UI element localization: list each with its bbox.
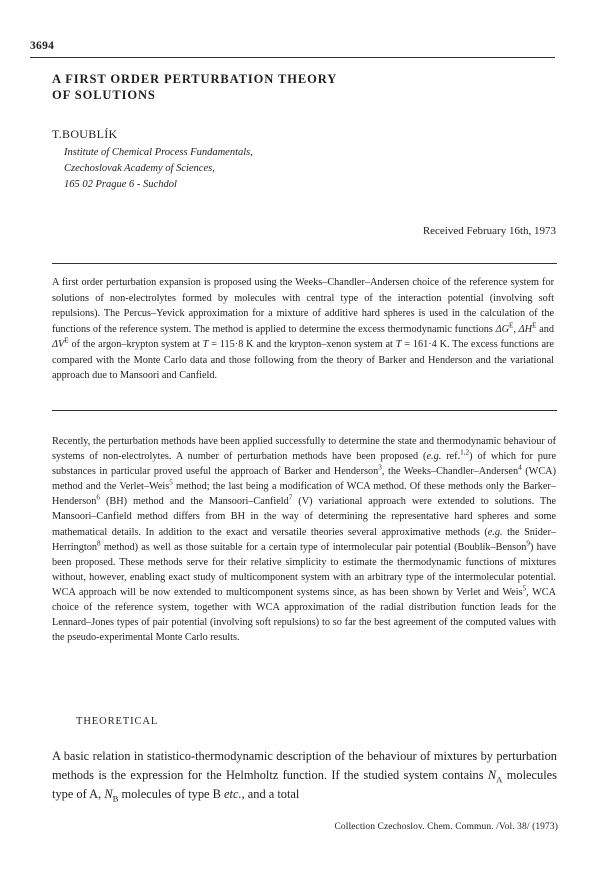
superscript-e: E (532, 321, 537, 330)
theoretical-paragraph (52, 747, 557, 804)
section-heading-theoretical: THEORETICAL (76, 716, 159, 727)
intro-text: ) of which for pure substances in particular proved useful the approach of Barker and Henderson (52, 451, 556, 478)
intro-text: ref. (441, 451, 461, 463)
title-line-2: OF SOLUTIONS (52, 88, 156, 102)
citation-ref: 1,2 (460, 448, 470, 457)
citation-ref: 5 (522, 584, 527, 593)
affiliation-line-1: Institute of Chemical Process Fundamentals, (64, 147, 253, 158)
theory-text: , and a total (241, 787, 300, 801)
abstract-top-rule (52, 263, 557, 264)
intro-text: (V) variational approach were extended to solutions. The Mansoori–Canfield method differs from BH in the way of determining the representative hard spheres and some mathematical details. In addition to the exact and versatile theories several approximative methods ( (52, 496, 556, 538)
abstract-text-1: A first order perturbation expansion is proposed using the Weeks–Chandler–Andersen choice of the reference system for solutions of non-electrolytes formed by molecules with central type of the interaction potential (involving soft repulsions). The Percus–Yevick approximation for a mixture of additive hard spheres is used in the calculation of the functions of the reference system. The method is applied to determine the excess thermodynamic functions (52, 277, 554, 335)
received-date: Received February 16th, 1973 (422, 225, 556, 237)
temperature-value-2: = 161·4 K. (401, 339, 450, 350)
abstract-bottom-rule (52, 410, 557, 411)
affiliation-line-3: 165 02 Prague 6 - Suchdol (64, 179, 177, 190)
theory-text: A basic relation in statistico-thermodynamic description of the behaviour of mixtures by perturbation methods is the expression for the Helmholtz function. If the studied system contains (52, 749, 557, 782)
citation-ref: 7 (288, 493, 293, 502)
superscript-e: E (508, 321, 514, 330)
superscript-e: E (64, 336, 69, 345)
temperature-value-1: = 115·8 K and the krypton–xenon system at (208, 339, 396, 350)
author-affiliation (64, 145, 253, 193)
temperature-symbol: T (202, 339, 209, 350)
citation-ref: 4 (518, 463, 522, 472)
subscript-b: B (112, 793, 119, 804)
abstract-separator: , (513, 323, 519, 335)
abstract-conjunction: and (536, 323, 554, 335)
title-line-1: A FIRST ORDER PERTURBATION THEORY (52, 72, 338, 86)
intro-text: ) have been proposed. These methods serve for their relative simplicity to estimate the thermodynamic functions of mixtures without, however, enabling exact study of multicomponent system with an arbitrary type of the intermolecular potential. WCA approach will be now extended to multicomponent systems since, as has been shown by Verlet and Weis (52, 541, 556, 598)
citation-ref: 5 (169, 478, 173, 487)
intro-text: (BH) method and the Mansoori–Canfield (99, 496, 289, 508)
theory-text: molecules type of A, (52, 768, 557, 801)
symbol-n: N (487, 768, 497, 782)
temperature-symbol: T (395, 339, 402, 350)
etc-abbrev: etc. (224, 787, 242, 801)
page-number: 3694 (30, 40, 55, 52)
header-rule (30, 57, 555, 58)
abstract (52, 275, 554, 384)
intro-text: , WCA choice of the reference system, together with WCA approximation of the radial distribution function leads for the Lennard–Jones types of pair potential (involving soft repulsions) to so far the best agreement of the computed values with the pseudo-experimental Monte Carlo results. (52, 586, 556, 644)
author-name: T.BOUBLÍK (52, 127, 118, 141)
delta-v-symbol: ΔV (52, 339, 65, 350)
delta-g-symbol: ΔG (495, 323, 509, 335)
citation-ref: 9 (526, 539, 530, 548)
intro-text: the Snider–Herrington (52, 526, 556, 553)
theory-text: molecules of type B (118, 787, 225, 801)
intro-text: Recently, the perturbation methods have been applied successfully to determine the state and thermodynamic behaviour of systems of non-electrolytes. A number of perturbation methods have been proposed ( (52, 436, 556, 463)
abstract-text-2: of the argon–krypton system at (68, 339, 203, 350)
intro-text: method) as well as those suitable for a certain type of intermolecular pair potential (Boublík–Benson (100, 541, 527, 553)
abstract-text-3: The excess functions are compared with the Monte Carlo data and those following from the theory of Barker and Henderson and the variational approach due to Mansoori and Canfield. (52, 339, 554, 381)
intro-text: method; the last being a modification of WCA method. Of these methods only the Barker–Henderson (52, 481, 556, 508)
article-title (52, 71, 472, 103)
journal-footer: Collection Czechoslov. Chem. Commun. /Vol. 38/ (1973) (334, 822, 558, 832)
intro-text: (WCA) method and the Verlet–Weis (52, 466, 556, 493)
symbol-n: N (104, 787, 113, 801)
affiliation-line-2: Czechoslovak Academy of Sciences, (64, 163, 215, 174)
intro-eg: e.g. (487, 526, 503, 538)
subscript-a: A (496, 774, 503, 785)
introduction-paragraph (52, 434, 556, 645)
citation-ref: 6 (96, 493, 100, 502)
delta-h-symbol: ΔH (518, 323, 533, 335)
intro-eg: e.g. (426, 451, 442, 463)
citation-ref: 8 (96, 539, 101, 548)
citation-ref: 3 (378, 463, 382, 472)
intro-text: , the Weeks–Chandler–Andersen (381, 466, 519, 478)
